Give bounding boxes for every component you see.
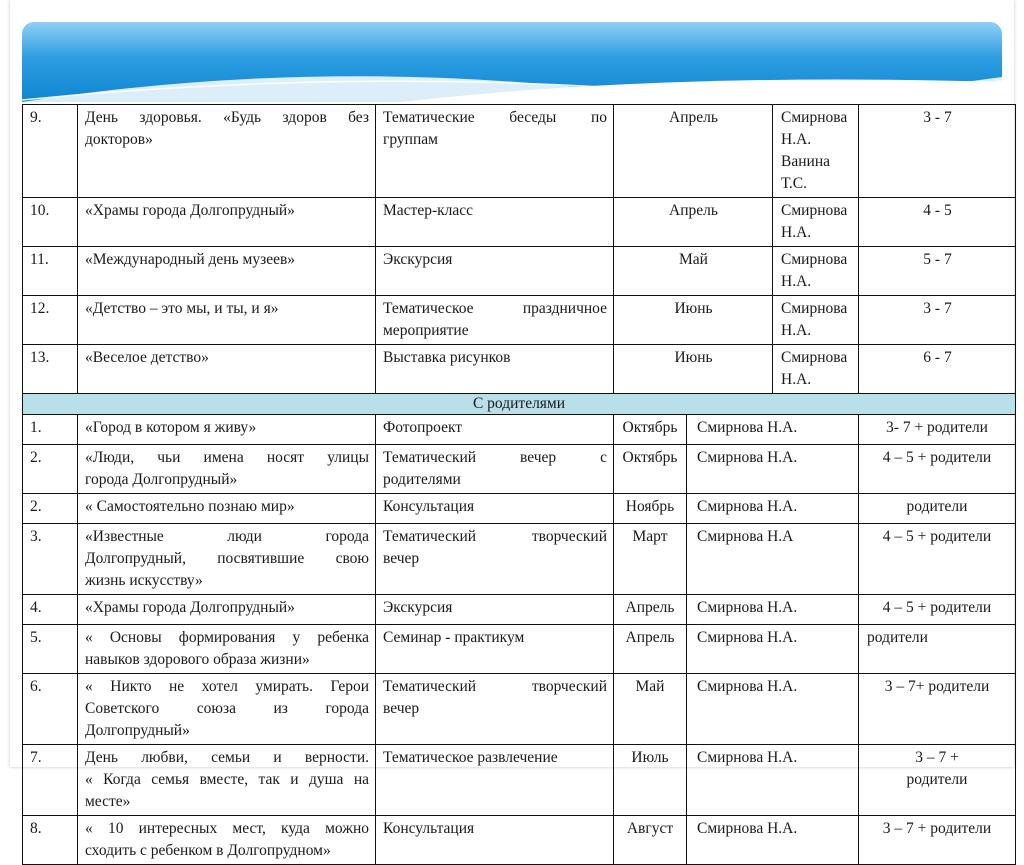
- event-title: [78, 674, 376, 745]
- text-line: вечер: [383, 550, 420, 567]
- text-line: группам: [383, 131, 438, 148]
- event-month: Апрель: [614, 625, 687, 674]
- row-number: 3.: [23, 524, 78, 595]
- text-line: «Веселое детство»: [85, 349, 209, 366]
- text-line: « Никто не хотел умирать. Герои: [85, 678, 369, 695]
- text-line: Экскурсия: [383, 251, 453, 268]
- age-group: 3 - 7: [859, 105, 1016, 198]
- table-row: [23, 345, 1016, 394]
- table-row: [23, 524, 1016, 595]
- wave-decoration-icon: [22, 22, 1002, 102]
- event-title: [78, 296, 376, 345]
- event-month: Март: [614, 524, 687, 595]
- text-line: родители: [906, 498, 968, 515]
- table-row: [23, 105, 1016, 198]
- event-month: Май: [614, 247, 773, 296]
- age-group: [859, 445, 1016, 494]
- text-line: города Долгопрудный»: [85, 471, 238, 488]
- table-row: [23, 198, 1016, 247]
- text-line: Тематическое праздничное: [383, 300, 607, 317]
- text-line: докторов»: [85, 131, 153, 148]
- text-line: «Храмы города Долгопрудный»: [85, 202, 295, 219]
- text-line: «Люди, чьи имена носят улицы: [85, 449, 369, 466]
- age-group: [859, 816, 1016, 865]
- text-line: Консультация: [383, 498, 475, 515]
- event-month: Октябрь: [614, 445, 687, 494]
- responsible: Смирнова Н.А.: [687, 415, 859, 445]
- text-line: 4 – 5 + родители: [882, 599, 992, 616]
- responsible: Смирнова Н.А.: [687, 674, 859, 745]
- row-number: 2.: [23, 494, 78, 524]
- event-month: Ноябрь: [614, 494, 687, 524]
- text-line: Долгопрудный, посвятившие свою: [85, 550, 369, 567]
- text-line: Тематическое развлечение: [383, 749, 558, 766]
- row-number: 10.: [23, 198, 78, 247]
- age-group: [859, 674, 1016, 745]
- event-form: [376, 105, 614, 198]
- table-row: [23, 674, 1016, 745]
- text-line: Советского союза из города: [85, 700, 369, 717]
- responsible: Смирнова Н.А.: [687, 745, 859, 816]
- text-line: родители: [906, 771, 968, 788]
- responsible: [773, 296, 859, 345]
- text-line: Семинар - практикум: [383, 629, 525, 646]
- text-line: родители: [867, 629, 928, 646]
- event-month: Октябрь: [614, 415, 687, 445]
- row-number: 6.: [23, 674, 78, 745]
- text-line: Тематический творческий: [383, 678, 607, 695]
- text-line: « 10 интересных мест, куда можно: [85, 820, 369, 837]
- age-group: [859, 625, 1016, 674]
- event-title: [78, 445, 376, 494]
- age-group: [859, 745, 1016, 816]
- text-line: « Самостоятельно познаю мир»: [85, 498, 295, 515]
- event-form: [376, 198, 614, 247]
- event-title: [78, 595, 376, 625]
- table-row: [23, 595, 1016, 625]
- responsible: [773, 105, 859, 198]
- text-line: « Когда семья вместе, так и душа на: [85, 771, 369, 788]
- responsible: Смирнова Н.А.: [687, 625, 859, 674]
- event-title: [78, 105, 376, 198]
- event-month: Май: [614, 674, 687, 745]
- text-line: Тематический вечер с: [383, 449, 607, 466]
- event-form: [376, 745, 614, 816]
- event-month: Июль: [614, 745, 687, 816]
- text-line: Тематические беседы по: [383, 109, 607, 126]
- responsible: Смирнова Н.А: [687, 524, 859, 595]
- text-line: 4 – 5 + родители: [882, 528, 992, 545]
- text-line: Долгопрудный»: [85, 722, 190, 739]
- event-title: [78, 524, 376, 595]
- row-number: 11.: [23, 247, 78, 296]
- text-line: Выставка рисунков: [383, 349, 511, 366]
- age-group: [859, 494, 1016, 524]
- responsible: Смирнова Н.А.: [687, 445, 859, 494]
- responsible: Смирнова Н.А.: [687, 595, 859, 625]
- text-line: Экскурсия: [383, 599, 453, 616]
- text-line: 3 – 7 +: [915, 749, 959, 766]
- event-form: [376, 524, 614, 595]
- text-line: сходить с ребенком в Долгопрудном»: [85, 842, 331, 859]
- text-line: « Основы формирования у ребенка: [85, 629, 369, 646]
- section-row: [23, 394, 1016, 415]
- event-title: [78, 625, 376, 674]
- event-form: [376, 415, 614, 445]
- row-number: 4.: [23, 595, 78, 625]
- table-row: [23, 816, 1016, 865]
- event-title: [78, 345, 376, 394]
- table-row: [23, 745, 1016, 816]
- age-group: 3 - 7: [859, 296, 1016, 345]
- schedule-table: [22, 104, 1016, 865]
- age-group: 4 - 5: [859, 198, 1016, 247]
- table-body-top: [23, 105, 1016, 394]
- text-line: «Известные люди города: [85, 528, 369, 545]
- table-body-parents: [23, 415, 1016, 865]
- text-line: мероприятие: [383, 322, 469, 339]
- event-title: [78, 494, 376, 524]
- text-line: Ванина Т.С.: [781, 153, 830, 192]
- event-month: Август: [614, 816, 687, 865]
- text-line: Смирнова Н.А.: [781, 300, 848, 339]
- table-row: [23, 494, 1016, 524]
- responsible: [773, 247, 859, 296]
- row-number: 13.: [23, 345, 78, 394]
- event-form: [376, 674, 614, 745]
- event-month: Апрель: [614, 105, 773, 198]
- event-form: [376, 816, 614, 865]
- event-title: [78, 816, 376, 865]
- text-line: «Международный день музеев»: [85, 251, 296, 268]
- age-group: [859, 415, 1016, 445]
- age-group: [859, 595, 1016, 625]
- text-line: Смирнова Н.А.: [781, 202, 848, 241]
- text-line: «Детство – это мы, и ты, и я»: [85, 300, 279, 317]
- text-line: вечер: [383, 700, 420, 717]
- event-month: Июнь: [614, 296, 773, 345]
- row-number: 1.: [23, 415, 78, 445]
- event-month: Июнь: [614, 345, 773, 394]
- age-group: 5 - 7: [859, 247, 1016, 296]
- text-line: 3- 7 + родители: [886, 419, 988, 436]
- row-number: 9.: [23, 105, 78, 198]
- text-line: Смирнова Н.А.: [781, 251, 848, 290]
- row-number: 12.: [23, 296, 78, 345]
- text-line: 3 – 7 + родители: [882, 820, 992, 837]
- row-number: 7.: [23, 745, 78, 816]
- text-line: Мастер-класс: [383, 202, 474, 219]
- event-form: [376, 595, 614, 625]
- row-number: 5.: [23, 625, 78, 674]
- text-line: жизнь искусству»: [85, 572, 203, 589]
- section-header: [23, 394, 1016, 415]
- age-group: [859, 524, 1016, 595]
- text-line: 3 – 7+ родители: [884, 678, 990, 695]
- text-line: «Храмы города Долгопрудный»: [85, 599, 295, 616]
- table-row: [23, 296, 1016, 345]
- text-line: Смирнова Н.А.: [781, 349, 848, 388]
- text-line: Консультация: [383, 820, 475, 837]
- text-line: месте»: [85, 793, 131, 810]
- event-month: Апрель: [614, 198, 773, 247]
- age-group: 6 - 7: [859, 345, 1016, 394]
- section-title: С родителями: [23, 394, 1016, 415]
- text-line: Фотопроект: [383, 419, 463, 436]
- event-form: [376, 345, 614, 394]
- responsible: Смирнова Н.А.: [687, 494, 859, 524]
- text-line: Тематический творческий: [383, 528, 607, 545]
- table-row: [23, 415, 1016, 445]
- event-title: [78, 247, 376, 296]
- text-line: навыков здорового образа жизни»: [85, 651, 310, 668]
- text-line: Смирнова Н.А.: [781, 109, 848, 148]
- event-title: [78, 745, 376, 816]
- table-row: [23, 445, 1016, 494]
- table-row: [23, 247, 1016, 296]
- text-line: День любви, семьи и верности.: [85, 749, 369, 766]
- row-number: 2.: [23, 445, 78, 494]
- event-month: Апрель: [614, 595, 687, 625]
- text-line: «Город в котором я живу»: [85, 419, 257, 436]
- event-form: [376, 247, 614, 296]
- responsible: [773, 345, 859, 394]
- event-form: [376, 625, 614, 674]
- header-banner: [22, 22, 1002, 102]
- row-number: 8.: [23, 816, 78, 865]
- text-line: родителями: [383, 471, 461, 488]
- text-line: День здоровья. «Будь здоров без: [85, 109, 369, 126]
- schedule-table-wrapper: [22, 104, 1015, 865]
- responsible: [773, 198, 859, 247]
- event-form: [376, 494, 614, 524]
- event-title: [78, 415, 376, 445]
- responsible: Смирнова Н.А.: [687, 816, 859, 865]
- event-form: [376, 296, 614, 345]
- event-form: [376, 445, 614, 494]
- text-line: 4 – 5 + родители: [882, 449, 992, 466]
- event-title: [78, 198, 376, 247]
- table-row: [23, 625, 1016, 674]
